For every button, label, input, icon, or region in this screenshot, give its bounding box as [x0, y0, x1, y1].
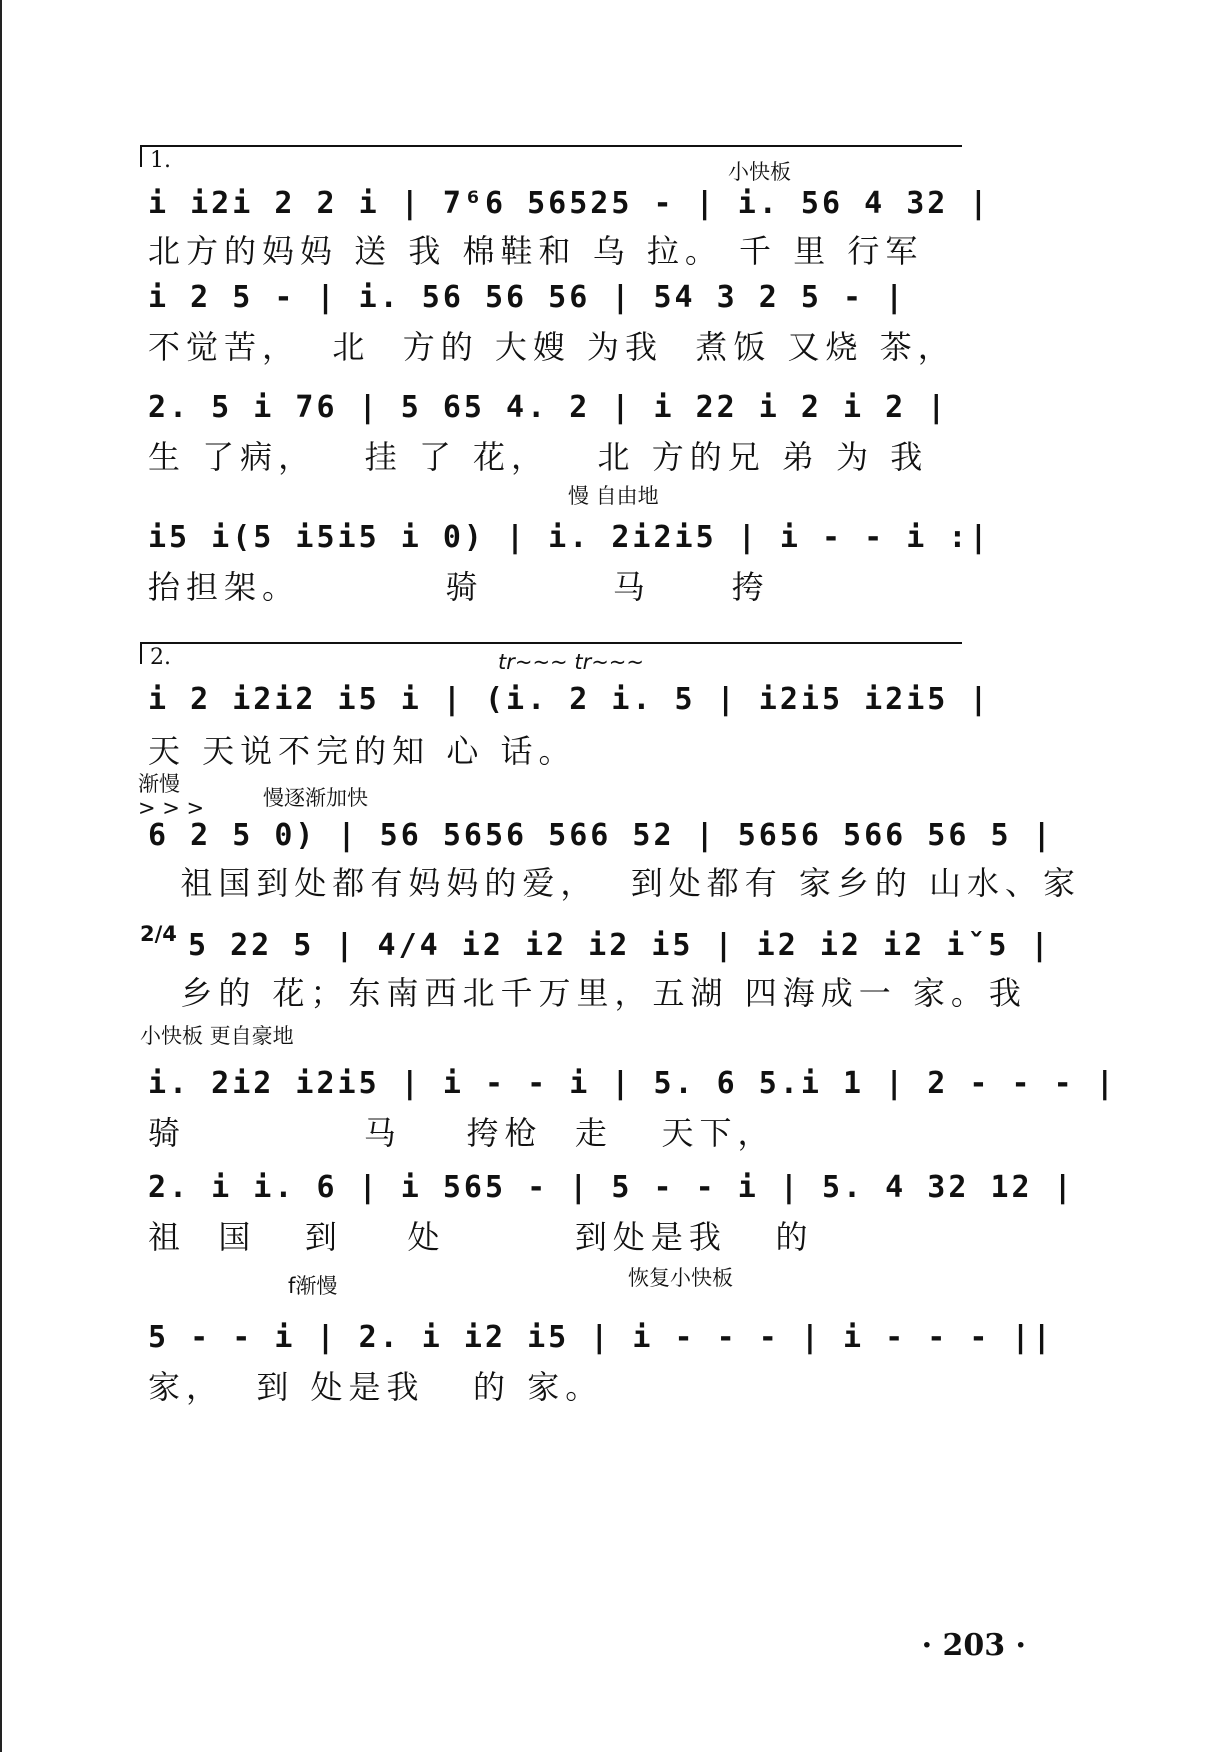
lyric-line: 不觉苦， 北 方的 大嫂 为我 煮饭 又烧 茶，	[148, 328, 956, 366]
trill-marking: tr~~~ tr~~~	[498, 650, 644, 674]
lyric-line: 祖国到处都有妈妈的爱， 到处都有 家乡的 山水、家	[148, 864, 1082, 902]
system-9	[148, 1150, 1075, 1260]
system-7	[140, 908, 1068, 1018]
system-2	[148, 270, 1068, 370]
system-6	[138, 768, 1082, 902]
system-1	[148, 160, 1068, 270]
notation-line: 2. i i. 6 | i 565 - | 5 - - i | 5. 4 32 12 |	[148, 1170, 1075, 1205]
page-edge	[0, 0, 2, 1752]
notation-line: 2. 5 i 76 | 5 65 4. 2 | i 22 i 2 i 2 |	[148, 390, 949, 425]
notation-line: i 2 5 - | i. 56 56 56 | 54 3 2 5 - |	[148, 280, 907, 315]
system-4	[148, 480, 1068, 610]
accent-marks: > > >	[138, 796, 205, 820]
notation-line: i 2 i2i2 i5 i | (i. 2 i. 5 | i2i5 i2i5 |	[148, 682, 991, 717]
volta-2-label: 2.	[150, 645, 171, 670]
tempo-marking-2: 恢复小快板	[628, 1266, 733, 1290]
tempo-marking: 慢 自由地	[568, 484, 659, 508]
lyric-line: 乡的 花；东南西北千万里，五湖 四海成一 家。我	[148, 974, 1027, 1012]
notation-line: i i2i 2 2 i | 7⁶6 56525 - | i. 56 4 32 |	[148, 186, 991, 221]
tempo-marking: 渐慢	[138, 772, 180, 796]
lyric-line: 家， 到 处是我 的 家。	[148, 1368, 604, 1406]
lyric-line: 生 了病， 挂 了 花， 北 方的兄 弟 为 我	[148, 438, 929, 476]
volta-1-label: 1.	[150, 148, 171, 173]
tempo-marking: 小快板	[728, 160, 791, 184]
lyric-line: 骑 马 挎枪 走 天下，	[148, 1114, 776, 1152]
dynamic-marking: f渐慢	[288, 1274, 338, 1298]
lyric-line: 祖 国 到 处 到处是我 的	[148, 1218, 814, 1256]
lyric-line: 抬担架。 骑 马 挎	[148, 568, 770, 606]
lyric-line: 天 天说不完的知 心 话。	[148, 732, 577, 770]
system-8	[140, 1020, 1117, 1152]
notation-line: 6 2 5 0) | 56 5656 566 52 | 5656 566 56 5 |	[148, 818, 1054, 853]
time-signature: 2/4	[140, 922, 177, 946]
system-3	[148, 380, 1068, 480]
tempo-marking-2: 慢逐渐加快	[263, 786, 368, 810]
notation-line: i5 i(5 i5i5 i 0) | i. 2i2i5 | i - - i :|	[148, 520, 991, 555]
lyric-line: 北方的妈妈 送 我 棉鞋和 乌 拉。 千 里 行军	[148, 232, 924, 270]
notation-line: 5 22 5 | 4/4 i2 i2 i2 i5 | i2 i2 i2 iˇ5 |	[188, 928, 1052, 963]
system-5	[148, 648, 1068, 768]
notation-line: 5 - - i | 2. i i2 i5 | i - - - | i - - - ||	[148, 1320, 1054, 1355]
tempo-marking: 小快板 更自豪地	[140, 1024, 294, 1048]
system-10	[148, 1266, 1068, 1420]
notation-line: i. 2i2 i2i5 | i - - i | 5. 6 5.i 1 | 2 - - - |	[148, 1066, 1117, 1101]
page-number: · 203 ·	[921, 1628, 1026, 1663]
